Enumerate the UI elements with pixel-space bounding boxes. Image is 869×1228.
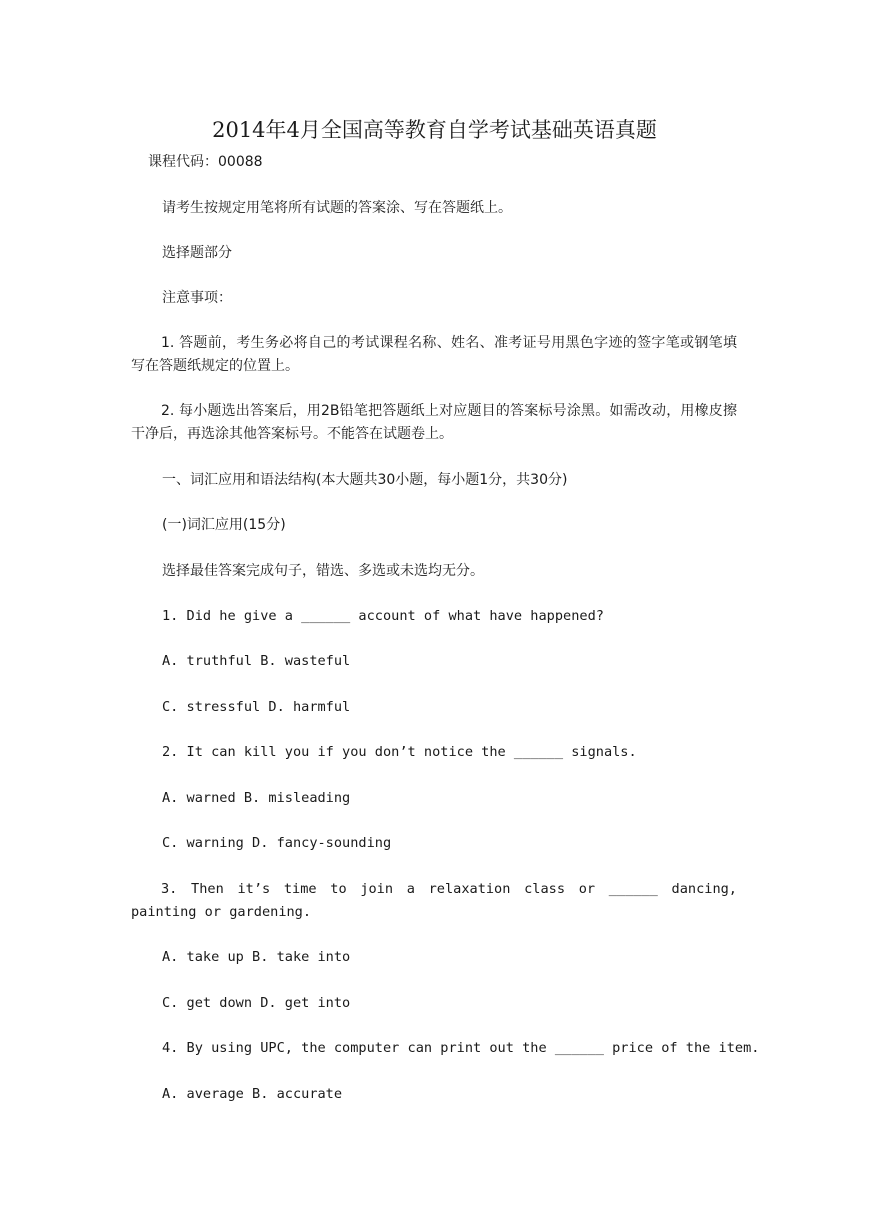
part-one-heading: 一、词汇应用和语法结构(本大题共30小题，每小题1分，共30分): [162, 472, 568, 488]
section-heading-choice: 选择题部分: [162, 245, 232, 261]
sub-part-instruction: 选择最佳答案完成句子，错选、多选或未选均无分。: [162, 563, 484, 579]
question-stem: 1. Did he give a ______ account of what have happened?: [162, 608, 604, 624]
notice-item-1: 1. 答题前，考生务必将自己的考试课程名称、姓名、准考证号用黑色字迹的签字笔或钢笔填写在答题纸规定的位置上。: [131, 335, 737, 374]
question-options: C. stressful D. harmful: [162, 699, 351, 715]
question-options: C. warning D. fancy-sounding: [162, 835, 392, 851]
notice-heading: 注意事项：: [162, 290, 232, 306]
question-options: C. get down D. get into: [162, 995, 351, 1011]
page-title: 2014年4月全国高等教育自学考试基础英语真题: [212, 118, 657, 142]
notice-item-2: 2. 每小题选出答案后，用2B铅笔把答题纸上对应题目的答案标号涂黑。如需改动，用橡皮擦干净后，再选涂其他答案标号。不能答在试题卷上。: [131, 403, 737, 442]
question-stem: 3. Then it’s time to join a relaxation class or ______ dancing, painting or gardening.: [131, 881, 737, 920]
sub-part-heading: (一)词汇应用(15分): [162, 517, 286, 533]
question-options: A. warned B. misleading: [162, 790, 351, 806]
answer-instruction: 请考生按规定用笔将所有试题的答案涂、写在答题纸上。: [162, 200, 512, 216]
question-stem: 2. It can kill you if you don’t notice the ______ signals.: [162, 744, 637, 760]
question-stem: 4. By using UPC, the computer can print out the ______ price of the item.: [162, 1040, 760, 1056]
question-options: A. average B. accurate: [162, 1086, 343, 1102]
question-options: A. truthful B. wasteful: [162, 653, 351, 669]
question-options: A. take up B. take into: [162, 949, 351, 965]
course-code: 课程代码：00088: [148, 154, 263, 170]
